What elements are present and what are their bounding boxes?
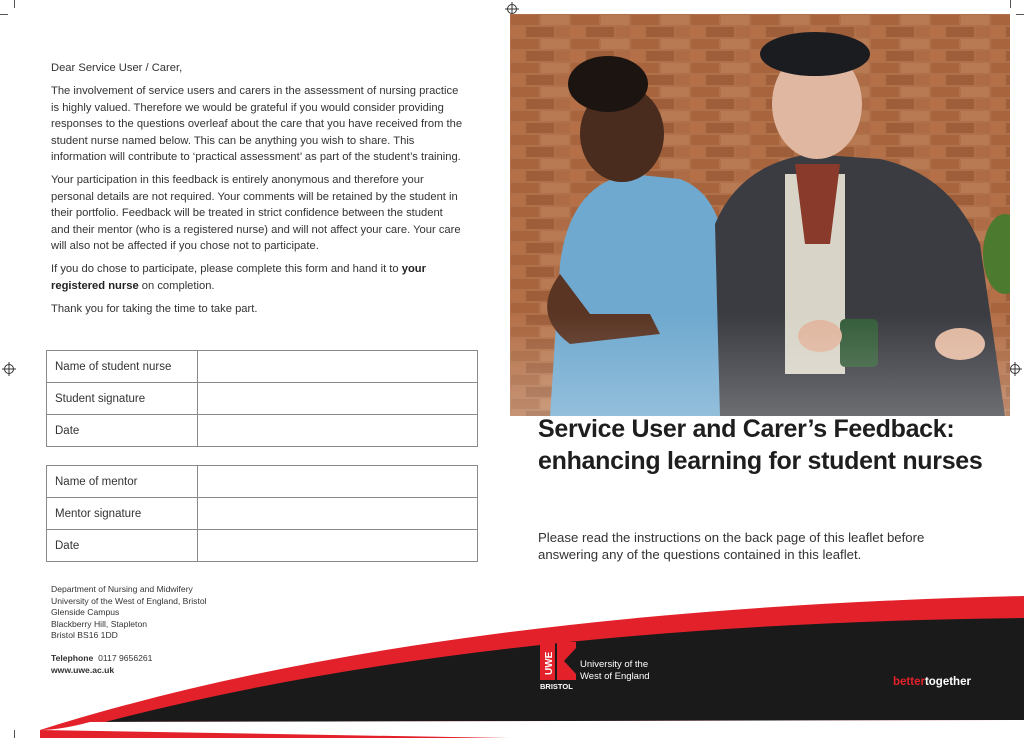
phone-label: Telephone (51, 653, 94, 663)
cover-photo (510, 14, 1010, 416)
crop-mark (0, 14, 8, 15)
registration-mark-icon (2, 362, 16, 376)
crop-mark (1016, 14, 1024, 15)
field-label: Student signature (47, 383, 198, 415)
tagline: bettertogether (893, 676, 971, 688)
table-row (47, 415, 478, 447)
student-signature-field[interactable] (198, 383, 478, 415)
mentor-signature-field[interactable] (198, 498, 478, 530)
table-row (47, 498, 478, 530)
mentor-name-field[interactable] (198, 466, 478, 498)
department-address: Department of Nursing and Midwifery University of the West of England, Bristol Glenside Campus Blackberry Hill, Stapleton Bristol BS16 1DD (51, 584, 207, 641)
logo-subtext: BRISTOL (540, 682, 573, 690)
crop-mark (14, 0, 15, 8)
letter-paragraph: If you do chose to participate, please complete this form and hand it to your registered nurse on completion. (51, 263, 426, 292)
mentor-details-table (46, 465, 478, 562)
table-row (47, 383, 478, 415)
letter-paragraph: Your participation in this feedback is entirely anonymous and therefore your personal details are not required. Your comments will be retained by the student in their portfolio. Feedback will be treated in strict confidence between the student and their mentor (who is a registered nurse) and will not affect your care. Your care will also not be affected if you chose not to participate. (51, 174, 461, 253)
field-label: Date (47, 530, 198, 562)
field-label: Name of student nurse (47, 351, 198, 383)
table-row (47, 351, 478, 383)
letter-paragraph: The involvement of service users and carers in the assessment of nursing practice is highly valued. Therefore we would be grateful if you would consider providing responses to the questions overleaf about the care that you have received from the student nurse named below. This can be anything you wish to share. This information will contribute to ‘practical assessment’ as part of the student’s training. (51, 85, 463, 164)
letter-greeting: Dear Service User / Carer, (51, 62, 183, 74)
table-row (47, 466, 478, 498)
student-date-field[interactable] (198, 415, 478, 447)
field-label: Mentor signature (47, 498, 198, 530)
logo-text: UWE (544, 651, 555, 675)
website-link[interactable]: www.uwe.ac.uk (51, 664, 115, 675)
photo-illustration (510, 14, 1010, 416)
university-name: University of the West of England (580, 659, 650, 682)
uwe-logo-icon (540, 642, 576, 690)
table-row (47, 530, 478, 562)
phone-number: 0117 9656261 (98, 653, 153, 663)
field-label: Date (47, 415, 198, 447)
emphasis: your registered nurse (51, 263, 426, 292)
registration-mark-icon (1008, 362, 1022, 376)
footer-band (0, 590, 1024, 738)
field-label: Name of mentor (47, 466, 198, 498)
cover-title: Service User and Carer’s Feedback: enhancing learning for student nurses (538, 415, 983, 475)
crop-mark (1010, 0, 1011, 8)
letter-thanks: Thank you for taking the time to take part. (51, 303, 258, 316)
cover-intro: Please read the instructions on the back page of this leaflet before answering any of the questions contained in this leaflet. (538, 530, 925, 562)
student-details-table (46, 350, 478, 447)
letter (51, 60, 463, 325)
student-name-field[interactable] (198, 351, 478, 383)
mentor-date-field[interactable] (198, 530, 478, 562)
